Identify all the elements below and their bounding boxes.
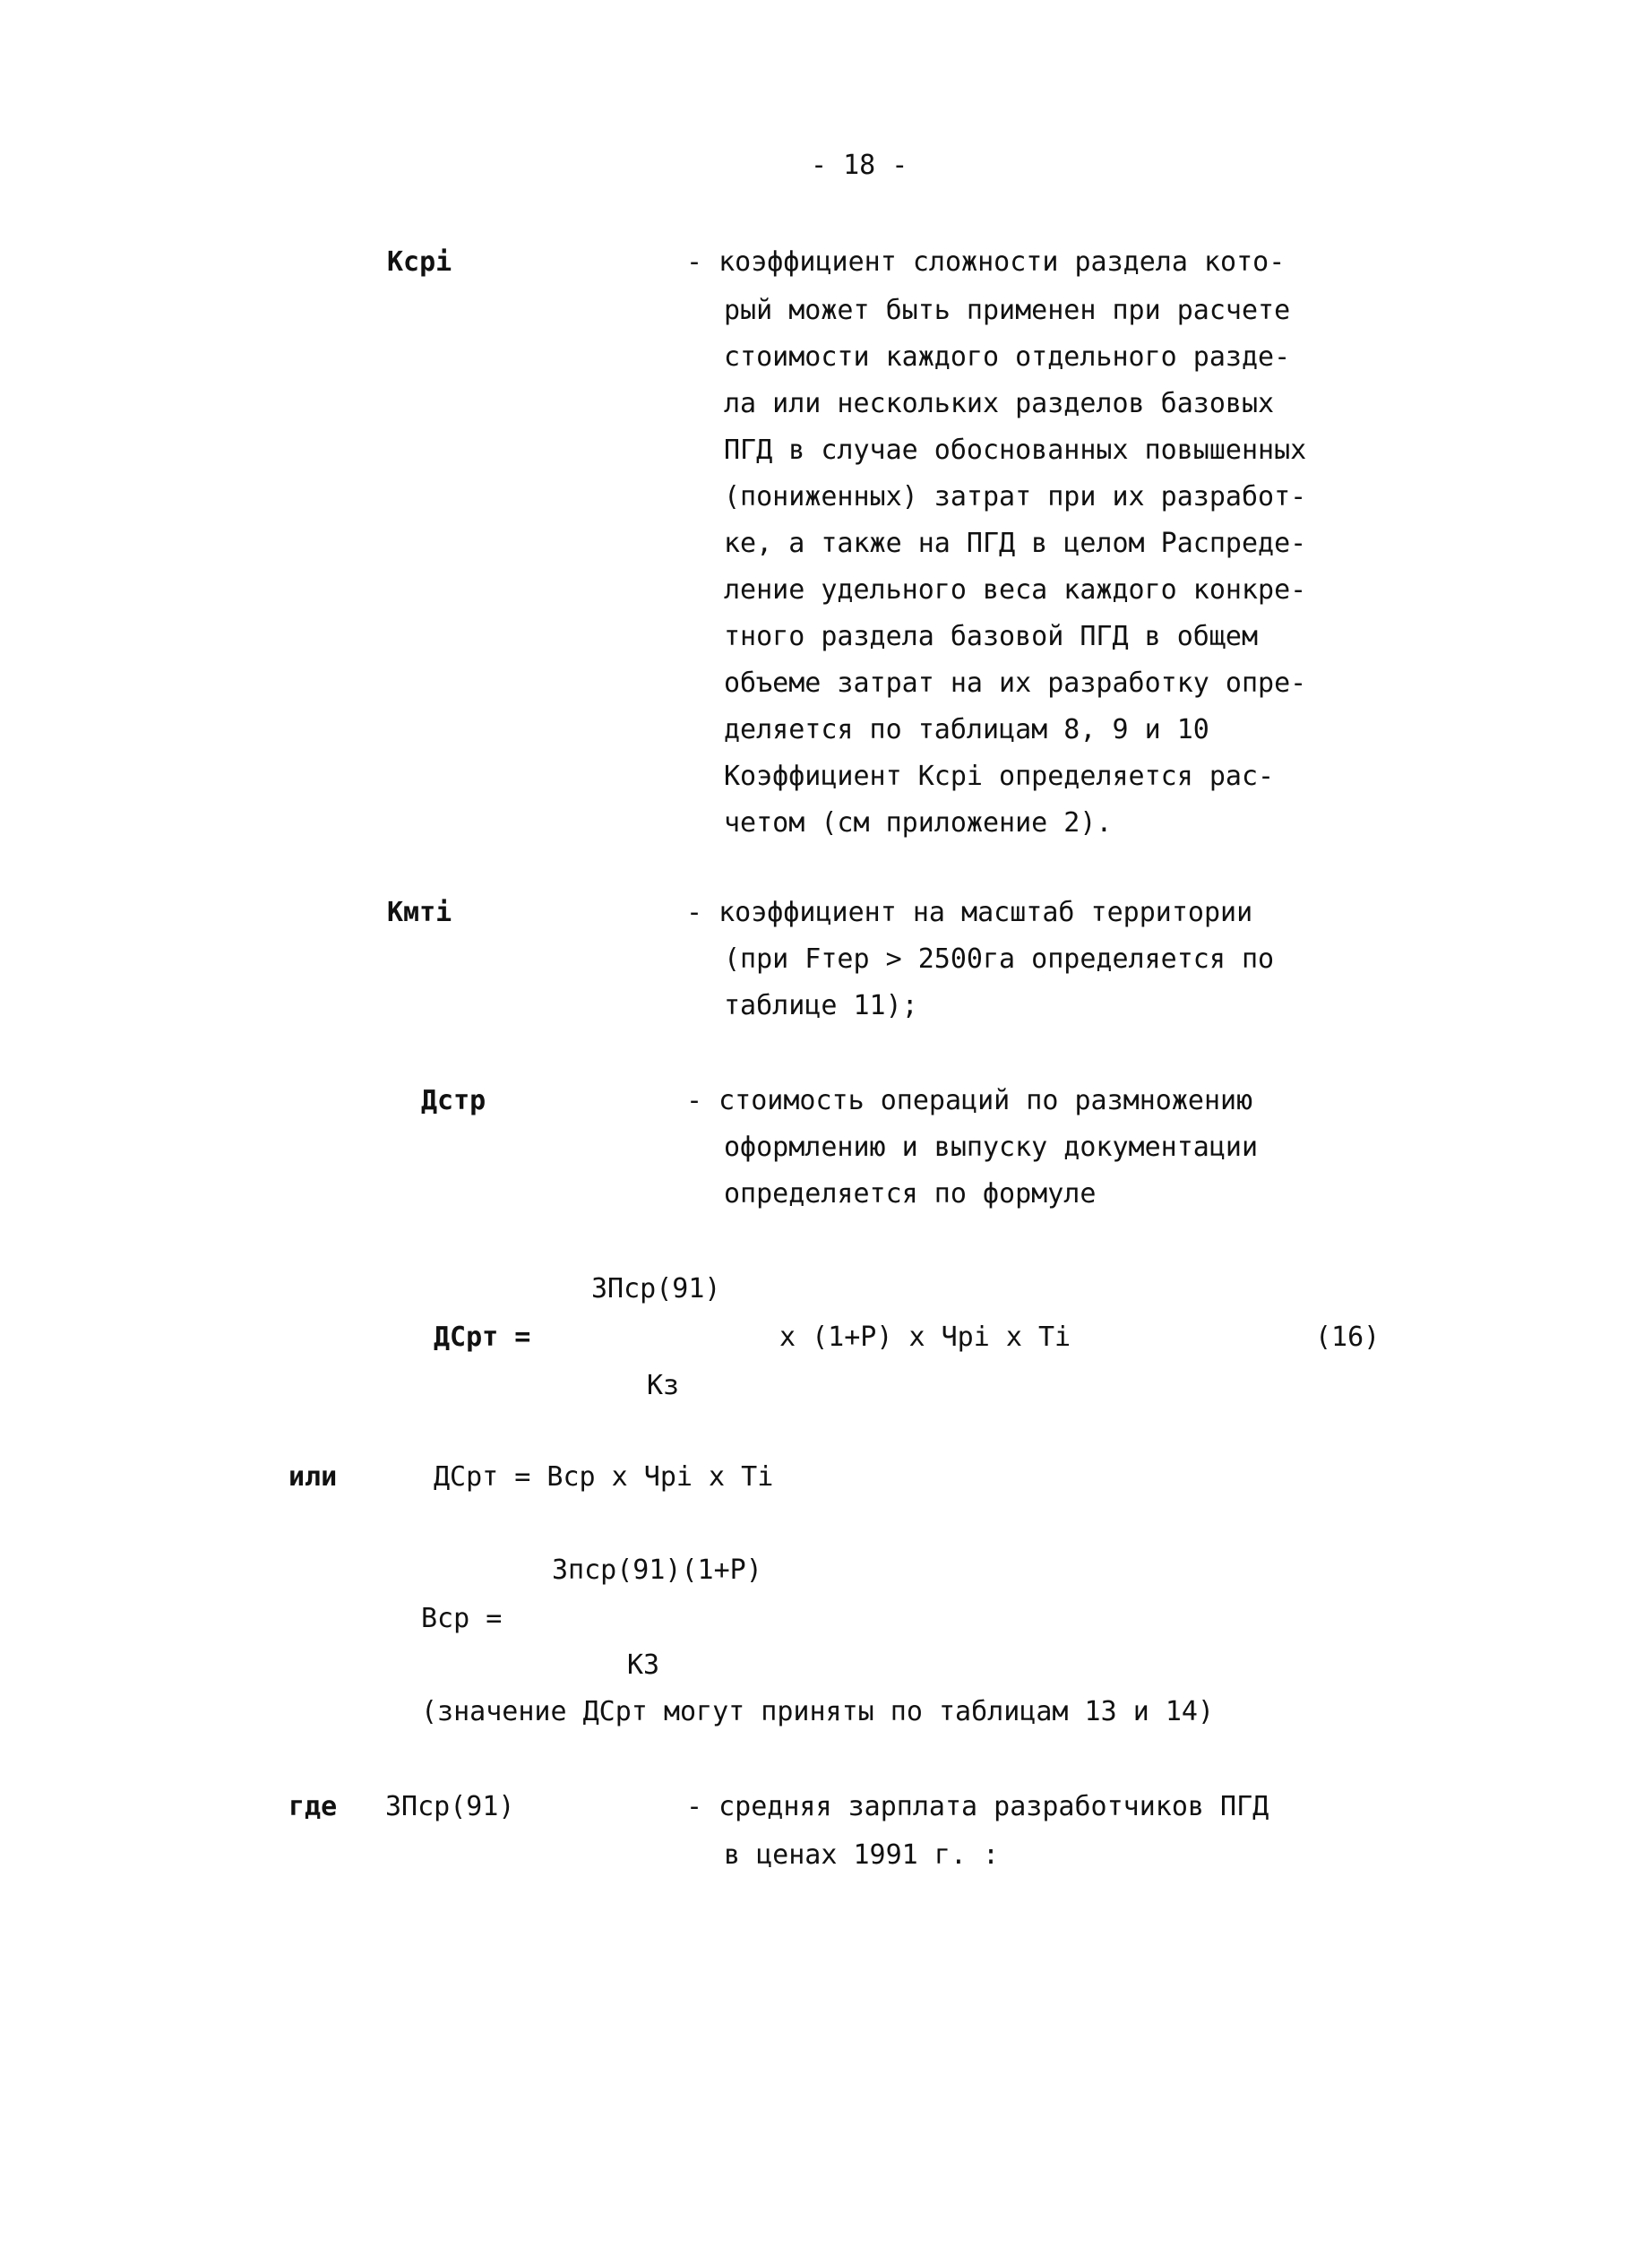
formula-lhs: Вср =	[421, 1603, 503, 1634]
definition-line: таблице 11);	[724, 990, 918, 1021]
definition-line: Коэффициент Kcpi определяется рас-	[724, 761, 1275, 792]
definition-line: - коэффициент на масштаб территории	[686, 897, 1253, 928]
definition-line: ПГД в случае обоснованных повышенных	[724, 435, 1307, 466]
definition-line: деляется по таблицам 8, 9 и 10	[724, 714, 1209, 745]
definition-line: четом (см приложение 2).	[724, 807, 1113, 839]
definition-line: тного раздела базовой ПГД в общем	[724, 621, 1259, 652]
formula-alt-expression: ДСрт = Вср х Чрi х Тi	[434, 1461, 774, 1493]
definition-line: оформлению и выпуску документации	[724, 1132, 1259, 1163]
definition-line: стоимости каждого отдельного разде-	[724, 341, 1291, 373]
definition-line: (пониженных) затрат при их разработ-	[724, 481, 1307, 512]
term-kmti: Kмтi	[387, 897, 452, 928]
definition-line: - коэффициент сложности раздела кото-	[686, 246, 1286, 278]
page-number: - 18 -	[811, 150, 908, 181]
formula-rhs: х (1+Р) х Чрi х Тi	[779, 1322, 1071, 1353]
where-prefix: где	[288, 1791, 338, 1822]
definition-line: определяется по формуле	[724, 1178, 1097, 1210]
definition-line: - стоимость операций по размножению	[686, 1085, 1253, 1116]
definition-line: рый может быть применен при расчете	[724, 295, 1291, 326]
formula-numerator: ЗПср(91)	[591, 1273, 721, 1305]
formula-number: (16)	[1315, 1322, 1381, 1353]
formula-numerator: Зпср(91)(1+Р)	[552, 1554, 762, 1586]
definition-line: ла или нескольких разделов базовых	[724, 388, 1275, 419]
definition-line: - средняя зарплата разработчиков ПГД	[686, 1791, 1269, 1822]
formula-lhs: ДСрт =	[434, 1322, 531, 1353]
formula-denominator: Кз	[647, 1370, 680, 1401]
definition-line: (при Fтер > 2500га определяется по	[724, 943, 1275, 975]
note-text: (значение ДСрт могут приняты по таблицам 13 и 14)	[421, 1696, 1215, 1727]
formula-denominator: К3	[627, 1649, 660, 1681]
term-dstr: Дстр	[421, 1085, 486, 1116]
definition-line: объеме затрат на их разработку опре-	[724, 667, 1307, 699]
formula-alt-prefix: или	[288, 1461, 338, 1493]
definition-line: ке, а также на ПГД в целом Распреде-	[724, 528, 1307, 559]
definition-line: в ценах 1991 г. :	[724, 1839, 1000, 1871]
where-term: ЗПср(91)	[385, 1791, 515, 1822]
definition-line: ление удельного веса каждого конкре-	[724, 574, 1307, 606]
term-kcpi: Kcpi	[387, 246, 452, 278]
